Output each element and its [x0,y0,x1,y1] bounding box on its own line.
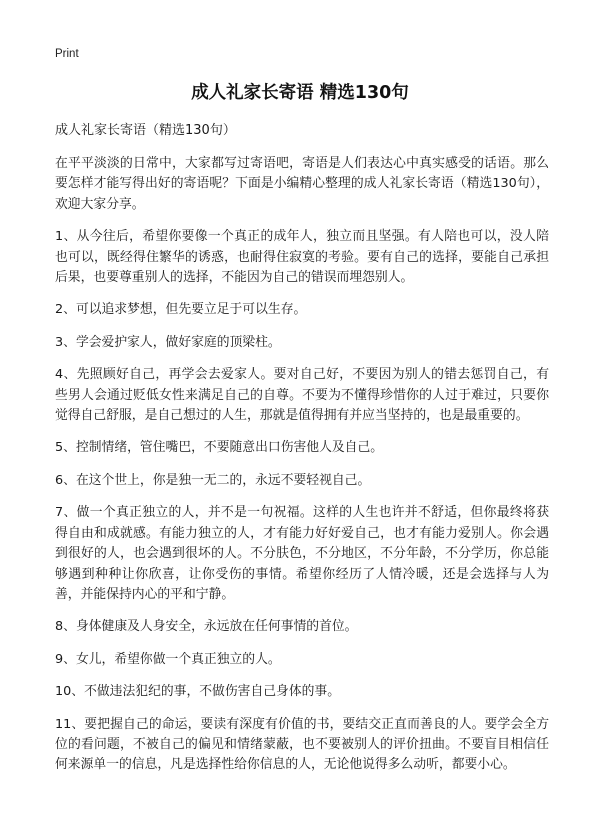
list-item: 3、学会爱护家人，做好家庭的顶梁柱。 [55,334,281,350]
list-item: 5、控制情绪，管住嘴巴，不要随意出口伤害他人及自己。 [55,440,384,456]
list-item: 4、先照顾好自己，再学会去爱家人。要对自己好，不要因为别人的错去惩罚自己，有些男人会通过贬低女性来满足自己的自尊。不要为不懂得珍惜你的人过于难过，只要你觉得自己舒服，是自己想过的人生，那就是值得拥有并应当坚持的，也是最重要的。 [55,367,549,424]
page-title: 成人礼家长寄语 精选130句 [191,83,409,103]
list-item: 10、不做违法犯纪的事，不做伤害自己身体的事。 [55,684,341,700]
article-body [55,121,549,788]
list-item: 9、女儿，希望你做一个真正独立的人。 [55,651,281,667]
list-item: 2、可以追求梦想，但先要立足于可以生存。 [55,302,307,318]
article-intro: 在平平淡淡的日常中，大家都写过寄语吧，寄语是人们表达心中真实感受的话语。那么要怎样才能写得出好的寄语呢？下面是小编精心整理的成人礼家长寄语（精选130句），欢迎大家分享。 [55,156,549,212]
list-item: 8、身体健康及人身安全，永远放在任何事情的首位。 [55,619,358,635]
list-item: 1、从今往后，希望你要像一个真正的成年人，独立而且坚强。有人陪也可以，没人陪也可以，既经得住繁华的诱惑，也耐得住寂寞的考验。要有自己的选择，要能自己承担后果，也要尊重别人的选择，不能因为自己的错误而埋怨别人。 [55,229,549,286]
article-subtitle: 成人礼家长寄语（精选130句） [55,123,236,138]
print-link[interactable]: Print [55,48,79,60]
list-item: 6、在这个世上，你是独一无二的，永远不要轻视自己。 [55,472,371,488]
list-item: 7、做一个真正独立的人，并不是一句祝福。这样的人生也许并不舒适，但你最终将获得自由和成就感。有能力独立的人，才有能力好好爱自己，也才有能力爱别人。你会遇到很好的人，也会遇到很坏的人。不分肤色，不分地区，不分年龄，不分学历，你总能够遇到种种让你欣喜，让你受伤的事情。希望你经历了人情冷暖，还是会选择与人为善，并能保持内心的平和宁静。 [55,505,549,602]
list-item: 11、要把握自己的命运，要读有深度有价值的书，要结交正直而善良的人。要学会全方位的看问题，不被自己的偏见和情绪蒙蔽，也不要被别人的评价扭曲。不要盲目相信任何来源单一的信息，凡是选择性给你信息的人，无论他说得多么动听，都要小心。 [55,716,549,773]
